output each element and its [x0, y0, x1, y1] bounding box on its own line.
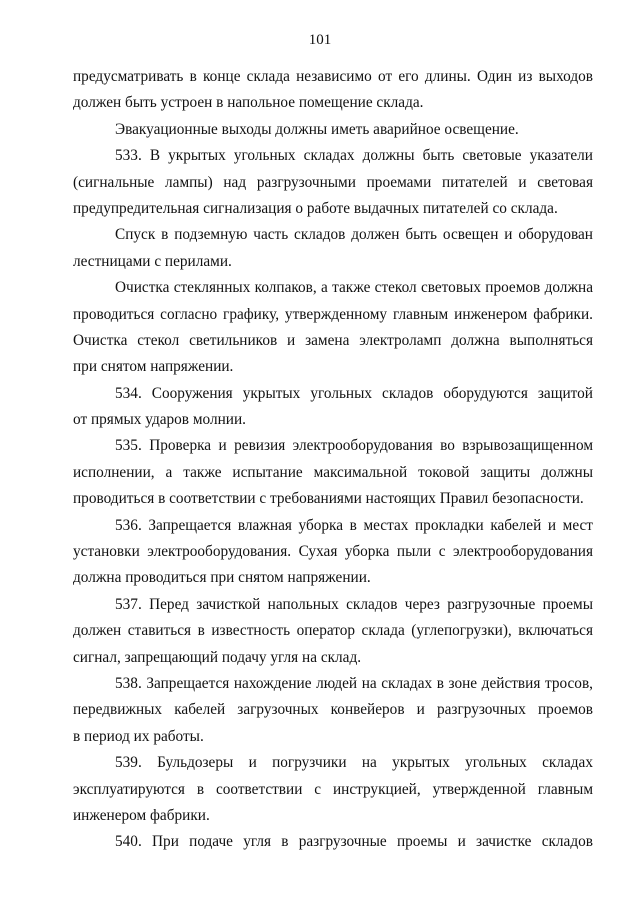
text-line: Очистка стеклянных колпаков, а также стекол световых проемов должна — [115, 279, 593, 297]
text-line: лестницами с перилами. — [73, 252, 232, 270]
text-line: 533. В укрытых угольных складах должны быть световые указатели — [115, 147, 593, 165]
paragraph — [73, 513, 593, 592]
text-line: в период их работы. — [73, 727, 204, 745]
text-line: 537. Перед зачисткой напольных складов через разгрузочные проемы — [115, 595, 593, 613]
paragraph — [73, 433, 593, 512]
text-line: передвижных кабелей загрузочных конвейеров и разгрузочных проемов — [73, 701, 593, 719]
text-line: 538. Запрещается нахождение людей на складах в зоне действия тросов, — [115, 674, 593, 692]
text-line: 540. При подаче угля в разгрузочные проемы и зачистке складов — [115, 833, 593, 851]
text-line: инженером фабрики. — [73, 806, 210, 824]
document-body — [73, 64, 593, 856]
paragraph — [73, 143, 593, 222]
text-line: проводиться согласно графику, утвержденному главным инженером фабрики. — [73, 305, 593, 323]
text-line: исполнении, а также испытание максимальной токовой защиты должны — [73, 463, 593, 481]
text-line: 536. Запрещается влажная уборка в местах прокладки кабелей и мест — [115, 516, 593, 534]
paragraph — [73, 829, 593, 855]
text-line: эксплуатируются в соответствии с инструкцией, утвержденной главным — [73, 780, 593, 798]
text-line: должен быть устроен в напольное помещение склада. — [73, 94, 424, 112]
text-line: 534. Сооружения укрытых угольных складов оборудуются защитой — [115, 384, 593, 402]
text-line: 535. Проверка и ревизия электрооборудования во взрывозащищенном — [115, 437, 593, 455]
text-line: Эвакуационные выходы должны иметь аварийное освещение. — [115, 120, 519, 138]
text-line: Спуск в подземную часть складов должен быть освещен и оборудован — [115, 226, 593, 244]
text-line: от прямых ударов молнии. — [73, 411, 247, 429]
paragraph — [73, 381, 593, 434]
paragraph — [73, 275, 593, 381]
text-line: (сигнальные лампы) над разгрузочными проемами питателей и световая — [73, 173, 593, 191]
text-line: предусматривать в конце склада независимо от его длины. Один из выходов — [73, 68, 593, 85]
text-line: проводиться в соответствии с требованиями настоящих Правил безопасности. — [73, 490, 584, 508]
paragraph — [73, 64, 593, 117]
text-line: предупредительная сигнализация о работе выдачных питателей со склада. — [73, 199, 558, 217]
paragraph — [73, 592, 593, 671]
text-line: Очистка стекол светильников и замена электроламп должна выполняться — [73, 331, 593, 349]
text-line: должна проводиться при снятом напряжении. — [73, 569, 371, 587]
page-number: 101 — [308, 32, 332, 48]
paragraph — [73, 222, 593, 275]
paragraph — [73, 117, 593, 143]
text-line: 539. Бульдозеры и погрузчики на укрытых угольных складах — [115, 754, 593, 772]
text-line: при снятом напряжении. — [73, 358, 234, 376]
paragraph — [73, 671, 593, 750]
paragraph — [73, 750, 593, 829]
text-line: установки электрооборудования. Сухая уборка пыли с электрооборудования — [73, 543, 593, 561]
text-line: сигнал, запрещающий подачу угля на склад. — [73, 648, 362, 666]
text-line: должен ставиться в известность оператор склада (углепогрузки), включаться — [73, 622, 593, 640]
